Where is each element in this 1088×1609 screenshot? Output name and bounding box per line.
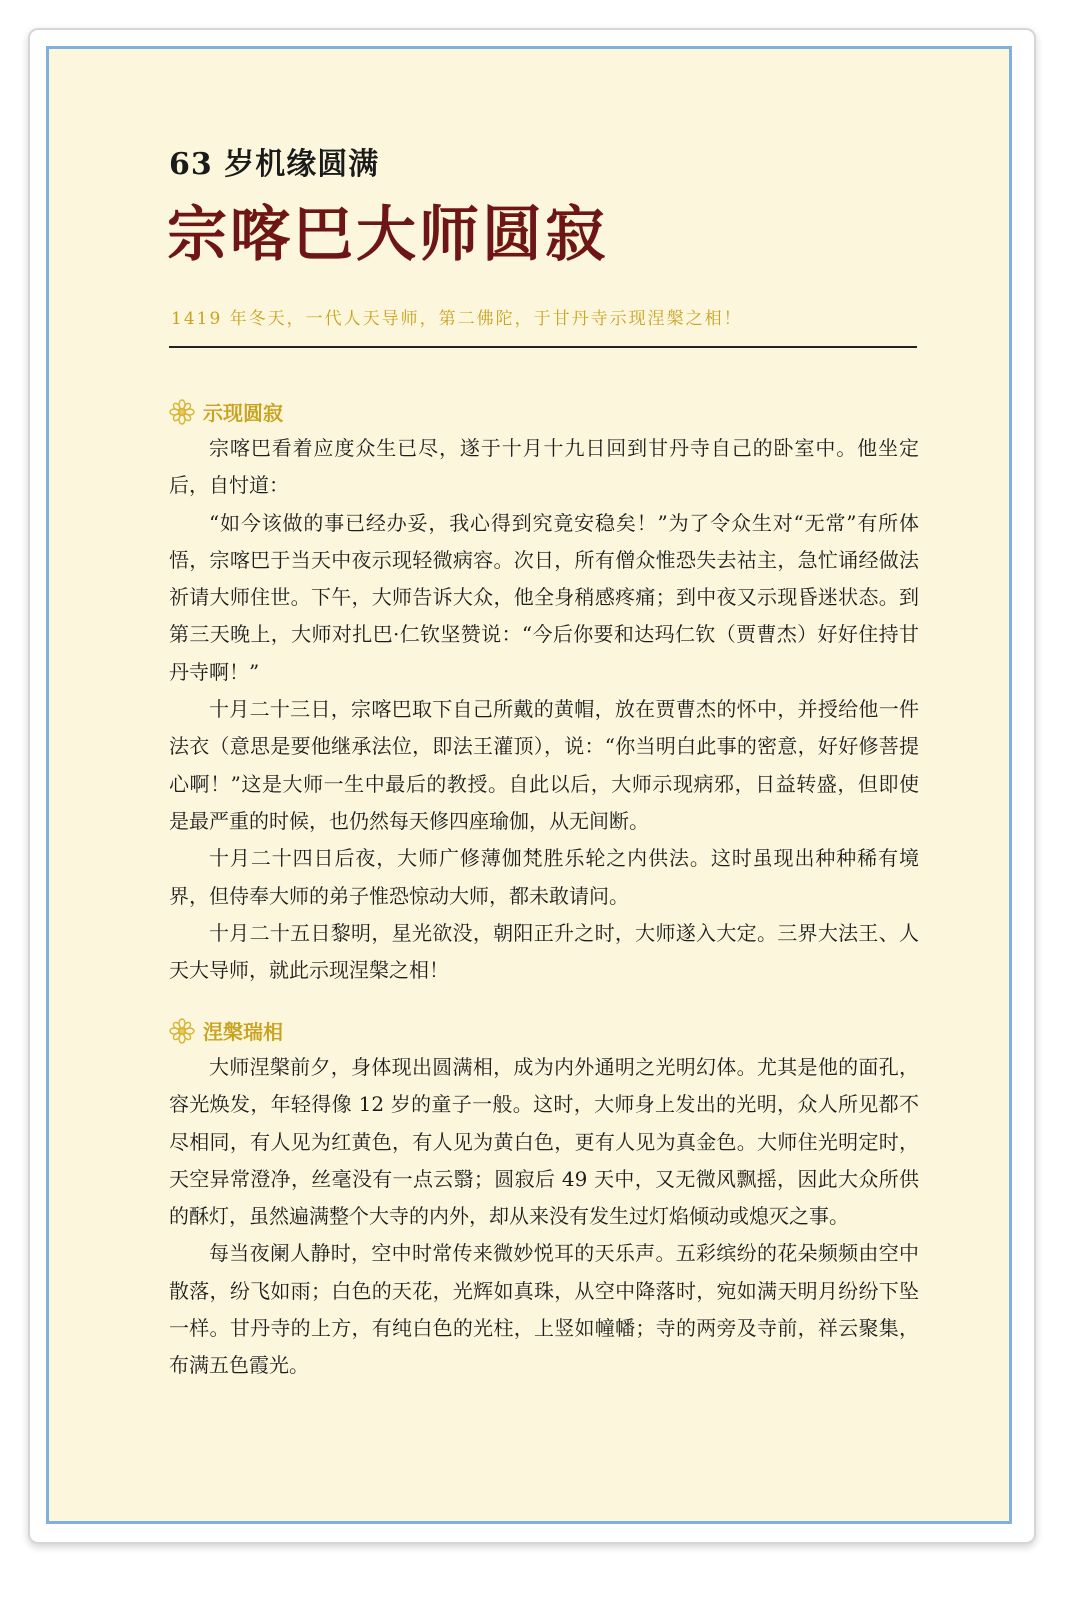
- divider: [169, 346, 917, 348]
- paragraph: 十月二十三日，宗喀巴取下自己所戴的黄帽，放在贾曹杰的怀中，并授给他一件法衣（意思是要他继承法位，即法王灌顶），说：“你当明白此事的密意，好好修菩提心啊！”这是大师一生中最后的教授。自此以后，大师示现病邪，日益转盛，但即使是最严重的时候，也仍然每天修四座瑜伽，从无间断。: [169, 697, 919, 833]
- section-heading-text: 示现圆寂: [203, 401, 283, 425]
- section-body-1: [169, 430, 919, 989]
- paragraph: 十月二十四日后夜，大师广修薄伽梵胜乐轮之内供法。这时虽现出种种稀有境界，但侍奉大师的弟子惟恐惊动大师，都未敢请问。: [169, 846, 919, 908]
- paragraph: 宗喀巴看着应度众生已尽，遂于十月十九日回到甘丹寺自己的卧室中。他坐定后，自忖道：: [169, 436, 919, 498]
- page-title: 宗喀巴大师圆寂: [167, 200, 608, 270]
- lotus-flower-icon: [169, 1018, 195, 1044]
- lotus-flower-icon: [169, 399, 195, 425]
- paragraph: 每当夜阑人静时，空中时常传来微妙悦耳的天乐声。五彩缤纷的花朵频频由空中散落，纷飞如雨；白色的天花，光辉如真珠，从空中降落时，宛如满天明月纷纷下坠一样。甘丹寺的上方，有纯白色的光柱，上竖如幢幡；寺的两旁及寺前，祥云聚集，布满五色霞光。: [169, 1241, 919, 1378]
- paragraph: 十月二十五日黎明，星光欲没，朝阳正升之时，大师遂入大定。三界大法王、人天大导师，就此示现涅槃之相！: [169, 920, 919, 983]
- section-heading-1: [169, 397, 283, 426]
- document-page: [49, 49, 1009, 1521]
- lead-sentence: 1419 年冬天，一代人天导师，第二佛陀，于甘丹寺示现涅槃之相！: [171, 309, 743, 329]
- paragraph: 大师涅槃前夕，身体现出圆满相，成为内外通明之光明幻体。尤其是他的面孔，容光焕发，年轻得像 12 岁的童子一般。这时，大师身上发出的光明，众人所见都不尽相同，有人见为红黄色，有人见为黄白色，更有人见为真金色。大师住光明定时，天空异常澄净，丝毫没有一点云翳；圆寂后 49 天中，又无微风飘摇，因此大众所供的酥灯，虽然遍满整个大寺的内外，却从来没有发生过灯焰倾动或熄灭之事。: [169, 1055, 919, 1229]
- section-body-2: [169, 1049, 919, 1385]
- section-heading-text: 涅槃瑞相: [203, 1020, 283, 1044]
- section-heading-2: [169, 1016, 283, 1045]
- paragraph: “如今该做的事已经办妥，我心得到究竟安稳矣！”为了令众生对“无常”有所体悟，宗喀巴于当天中夜示现轻微病容。次日，所有僧众惟恐失去祜主，急忙诵经做法祈请大师住世。下午，大师告诉大众，他全身稍感疼痛；到中夜又示现昏迷状态。到第三天晚上，大师对扎巴·仁钦坚赞说：“今后你要和达玛仁钦（贾曹杰）好好住持甘丹寺啊！”: [169, 510, 919, 684]
- kicker: 63 岁机缘圆满: [169, 147, 380, 182]
